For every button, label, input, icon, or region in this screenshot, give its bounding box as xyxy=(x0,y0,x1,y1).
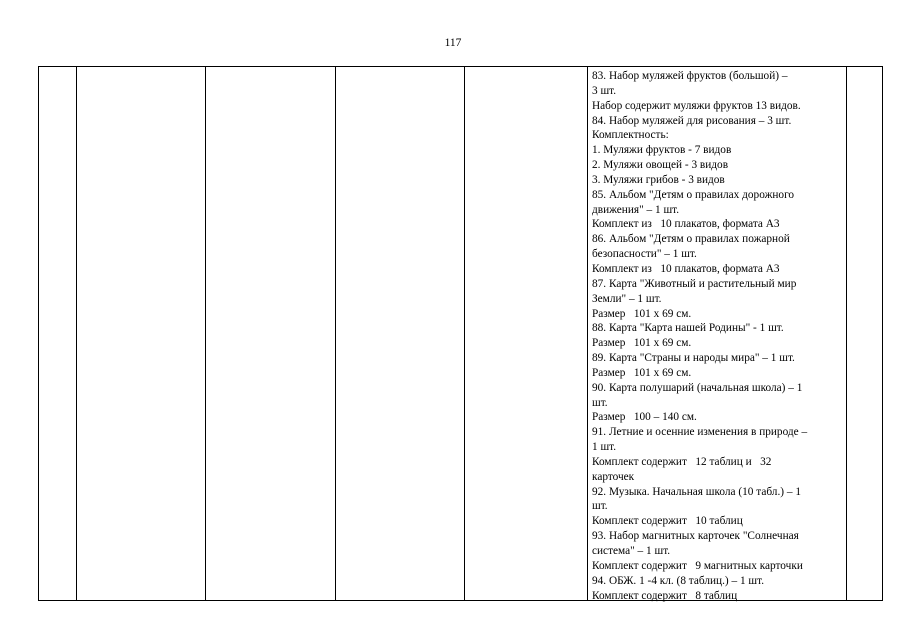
list-line: Земли" – 1 шт. xyxy=(592,292,662,305)
list-line: 91. Летние и осенние изменения в природе – xyxy=(592,426,808,439)
column-divider xyxy=(846,67,847,600)
list-line: 3. Муляжи грибов - 3 видов xyxy=(592,173,725,186)
list-line: шт. xyxy=(592,500,608,513)
list-line: Размер 101 х 69 см. xyxy=(592,337,692,350)
column-divider xyxy=(205,67,206,600)
list-line: шт. xyxy=(592,396,608,409)
list-line: Комплект содержит 12 таблиц и 32 xyxy=(592,455,772,468)
column-divider xyxy=(587,67,588,600)
list-line: Размер 101 х 69 см. xyxy=(592,366,692,379)
list-line: 93. Набор магнитных карточек "Солнечная xyxy=(592,530,799,543)
list-line: 89. Карта "Страны и народы мира" – 1 шт. xyxy=(592,352,795,365)
list-line: 94. ОБЖ. 1 -4 кл. (8 таблиц.) – 1 шт. xyxy=(592,574,765,587)
list-line: безопасности" – 1 шт. xyxy=(592,248,697,261)
list-line: 88. Карта "Карта нашей Родины" - 1 шт. xyxy=(592,322,784,335)
list-line: 90. Карта полушарий (начальная школа) – 1 xyxy=(592,381,803,394)
column-divider xyxy=(464,67,465,600)
list-line: Набор содержит муляжи фруктов 13 видов. xyxy=(592,99,801,112)
equipment-table xyxy=(38,66,883,601)
list-line: 2. Муляжи овощей - 3 видов xyxy=(592,159,729,172)
list-line: 3 шт. xyxy=(592,84,617,97)
list-line: 1. Муляжи фруктов - 7 видов xyxy=(592,144,732,157)
list-line: Размер 101 х 69 см. xyxy=(592,307,692,320)
list-line: карточек xyxy=(592,470,635,483)
list-line: 85. Альбом "Детям о правилах дорожного xyxy=(592,188,795,201)
list-line: 84. Набор муляжей для рисования – 3 шт. xyxy=(592,114,792,127)
column-divider xyxy=(76,67,77,600)
list-line: 1 шт. xyxy=(592,441,617,454)
list-line: 92. Музыка. Начальная школа (10 табл.) – 1 xyxy=(592,485,801,498)
list-line: движения" – 1 шт. xyxy=(592,203,680,216)
list-line: 83. Набор муляжей фруктов (большой) – xyxy=(592,70,788,82)
list-line: Комплект из 10 плакатов, формата А3 xyxy=(592,218,780,231)
list-line: Комплект содержит 9 магнитных карточки xyxy=(592,559,803,572)
column-divider xyxy=(335,67,336,600)
list-line: Комплект содержит 10 таблиц xyxy=(592,515,743,528)
page-number: 117 xyxy=(444,37,462,49)
list-line: Комплектность: xyxy=(592,129,669,142)
list-line: Размер 100 – 140 см. xyxy=(592,411,697,424)
list-line: 87. Карта "Животный и растительный мир xyxy=(592,277,797,290)
list-line: Комплект из 10 плакатов, формата А3 xyxy=(592,262,780,275)
list-line: 86. Альбом "Детям о правилах пожарной xyxy=(592,233,790,246)
list-line: Комплект содержит 8 таблиц xyxy=(592,589,738,602)
equipment-list-cell xyxy=(592,69,845,603)
list-line: система" – 1 шт. xyxy=(592,545,671,557)
